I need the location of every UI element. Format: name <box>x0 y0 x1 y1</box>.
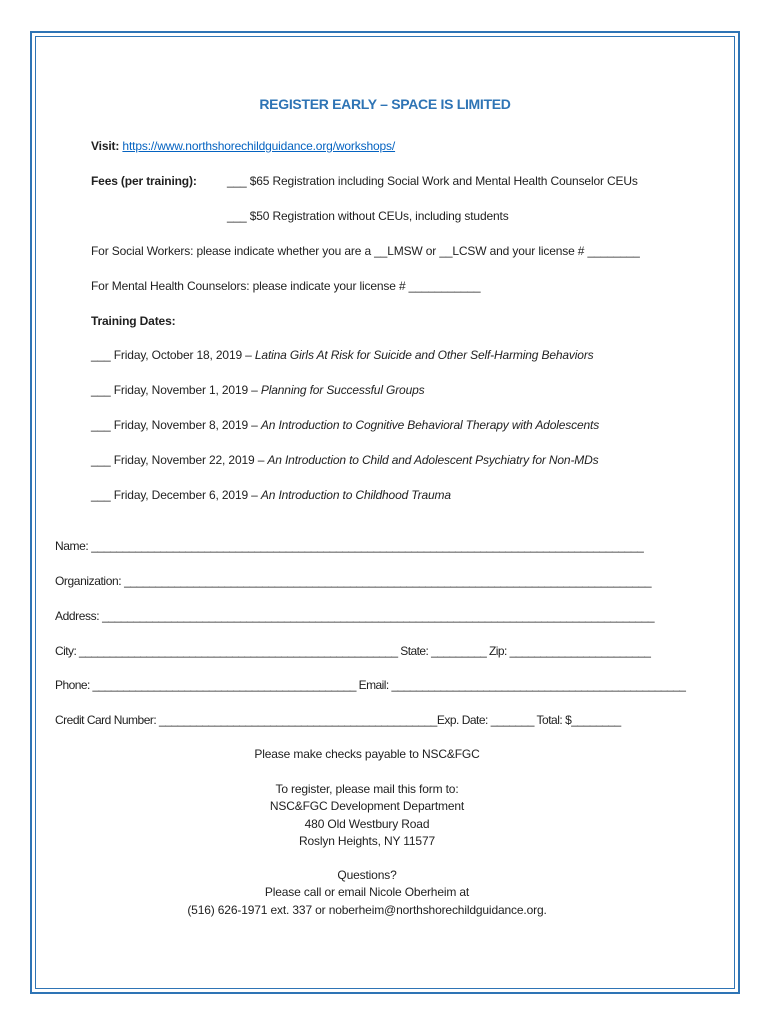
fees-label: Fees (per training): <box>91 174 197 188</box>
workshops-link[interactable]: https://www.northshorechildguidance.org/workshops/ <box>122 139 396 153</box>
questions-contact: Please call or email Nicole Oberheim at <box>264 885 470 899</box>
training-date-prefix: ___ Friday, December 6, 2019 – <box>91 488 261 502</box>
name-field[interactable]: Name: ________________________________________________________________________________________ <box>55 539 644 553</box>
page-title: REGISTER EARLY – SPACE IS LIMITED <box>259 96 511 112</box>
training-date-prefix: ___ Friday, November 22, 2019 – <box>91 453 268 467</box>
social-workers-line[interactable]: For Social Workers: please indicate whether you are a __LMSW or __LCSW and your license # ________ <box>91 244 640 258</box>
address-field[interactable]: Address: ________________________________________________________________________________________ <box>55 609 655 623</box>
credit-card-field[interactable]: Credit Card Number: _____________________________________________Exp. Date: _______ Total: $________ <box>55 713 621 727</box>
city-state-zip-field[interactable]: City: ____________________________________________________ State: _________ Zip: _______________________ <box>55 644 651 658</box>
training-dates-heading: Training Dates: <box>91 314 176 328</box>
training-date-item[interactable] <box>91 383 424 398</box>
visit-label: Visit: <box>91 139 120 153</box>
phone-email-field[interactable]: Phone: ___________________________________________ Email: ________________________________________________ <box>55 678 686 692</box>
training-title: An Introduction to Childhood Trauma <box>260 488 451 502</box>
training-date-item[interactable] <box>91 418 599 433</box>
training-date-prefix: ___ Friday, November 1, 2019 – <box>91 383 261 397</box>
questions-heading: Questions? <box>337 868 397 882</box>
mail-city: Roslyn Heights, NY 11577 <box>298 834 436 848</box>
training-title: Planning for Successful Groups <box>260 383 425 397</box>
fee-option-50[interactable]: ___ $50 Registration without CEUs, including students <box>227 209 509 223</box>
training-date-item[interactable] <box>91 348 594 363</box>
training-date-item[interactable] <box>91 453 599 468</box>
organization-field[interactable]: Organization: ____________________________________________________________________________________ <box>55 574 652 588</box>
fee-option-65[interactable]: ___ $65 Registration including Social Work and Mental Health Counselor CEUs <box>227 174 638 188</box>
training-title: An Introduction to Child and Adolescent Psychiatry for Non-MDs <box>267 453 599 467</box>
training-title: An Introduction to Cognitive Behavioral Therapy with Adolescents <box>260 418 600 432</box>
training-title: Latina Girls At Risk for Suicide and Other Self-Harming Behaviors <box>254 348 594 362</box>
questions-phone-email: (516) 626-1971 ext. 337 or noberheim@northshorechildguidance.org. <box>187 903 547 917</box>
mail-instructions: To register, please mail this form to: <box>275 782 459 796</box>
training-date-prefix: ___ Friday, October 18, 2019 – <box>91 348 255 362</box>
mail-department: NSC&FGC Development Department <box>269 799 465 813</box>
counselors-line[interactable]: For Mental Health Counselors: please indicate your license # ___________ <box>91 279 481 293</box>
training-date-prefix: ___ Friday, November 8, 2019 – <box>91 418 261 432</box>
checks-note: Please make checks payable to NSC&FGC <box>254 747 480 761</box>
visit-line <box>91 139 395 154</box>
mail-street: 480 Old Westbury Road <box>304 817 430 831</box>
training-date-item[interactable] <box>91 488 451 503</box>
